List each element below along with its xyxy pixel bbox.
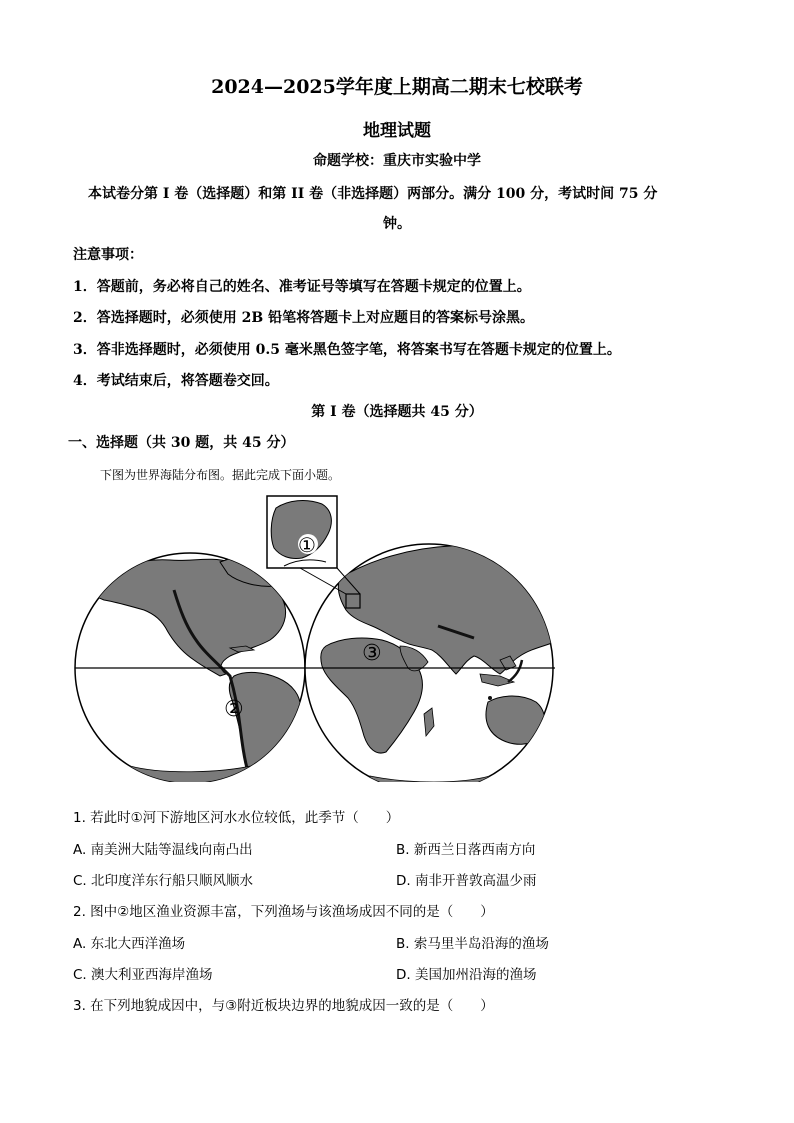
world-map-figure	[70, 490, 560, 782]
question-1-option-c[interactable]: C. 北印度洋东行船只顺风顺水	[73, 873, 254, 889]
question-1-option-b[interactable]: B. 新西兰日落西南方向	[396, 842, 536, 858]
question-2-stem: 2. 图中②地区渔业资源丰富，下列渔场与该渔场成因不同的是（ ）	[73, 904, 494, 920]
intro-line-2: 钟。	[383, 216, 411, 232]
marker-3: ③	[362, 641, 382, 666]
notice-heading: 注意事项：	[73, 247, 143, 263]
marker-1: ①	[298, 533, 316, 557]
marker-2: ②	[224, 697, 244, 722]
notice-item: 3．答非选择题时，必须使用 0.5 毫米黑色签字笔，将答案书写在答题卡规定的位置上。	[73, 342, 621, 358]
exam-title: 2024—2025学年度上期高二期末七校联考	[211, 76, 583, 98]
question-1-option-a[interactable]: A. 南美洲大陆等温线向南凸出	[73, 842, 253, 858]
question-3-stem: 3. 在下列地貌成因中，与③附近板块边界的地貌成因一致的是（ ）	[73, 998, 494, 1014]
subject-title: 地理试题	[363, 121, 431, 141]
question-1-stem: 1. 若此时①河下游地区河水水位较低，此季节（ ）	[73, 810, 400, 826]
question-1-option-d[interactable]: D. 南非开普敦高温少雨	[396, 873, 537, 889]
question-2-option-a[interactable]: A. 东北大西洋渔场	[73, 936, 186, 952]
notice-item: 2．答选择题时，必须使用 2B 铅笔将答题卡上对应题目的答案标号涂黑。	[73, 310, 535, 326]
part1-heading: 第 I 卷（选择题共 45 分）	[311, 404, 483, 420]
school-line: 命题学校：重庆市实验中学	[313, 153, 481, 169]
question-2-option-d[interactable]: D. 美国加州沿海的渔场	[396, 967, 537, 983]
figure-caption: 下图为世界海陆分布图。据此完成下面小题。	[100, 468, 341, 482]
section-heading: 一、选择题（共 30 题，共 45 分）	[68, 435, 295, 451]
eastern-hemisphere	[305, 544, 560, 782]
notice-item: 4．考试结束后，将答题卷交回。	[73, 373, 279, 389]
question-2-option-c[interactable]: C. 澳大利亚西海岸渔场	[73, 967, 213, 983]
intro-line-1: 本试卷分第 I 卷（选择题）和第 II 卷（非选择题）两部分。满分 100 分，考试时间 75 分	[88, 186, 658, 202]
question-2-option-b[interactable]: B. 索马里半岛沿海的渔场	[396, 936, 549, 952]
notice-item: 1．答题前，务必将自己的姓名、准考证号等填写在答题卡规定的位置上。	[73, 279, 531, 295]
